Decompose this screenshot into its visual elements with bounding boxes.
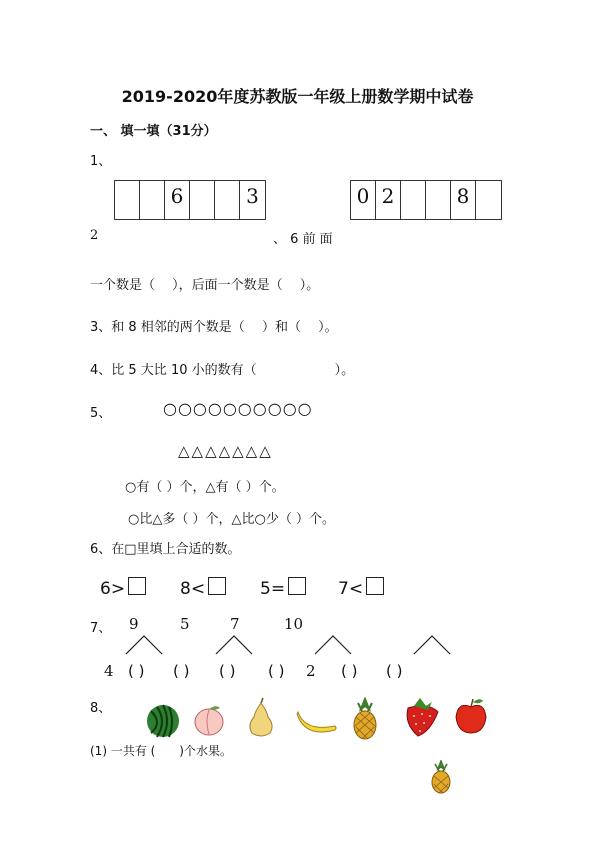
pear-icon [245,697,277,739]
q4-text: 4、比 5 大比 10 小的数有（ ）。 [90,363,355,378]
q2-end: 、 6 前 面 [273,232,333,247]
q7-bottom[interactable]: ( ) [386,662,403,680]
q8-label: 8、 [90,701,112,716]
q7-bottom[interactable]: ( ) [341,662,358,680]
section-heading: 一、 填一填（31分） [90,124,217,139]
q7-top-number: 9 [129,615,139,633]
box-cell[interactable]: 6 [165,181,190,219]
q7-bottom: 4 [104,662,114,680]
q7-top-number: 7 [230,615,240,633]
peach-icon [192,703,226,737]
q2-line: 一个数是（ ），后面一个数是（ ）。 [90,278,320,293]
q1-label: 1、 [90,154,112,169]
q7-bottom: 2 [306,662,316,680]
triangle-shapes: △△△△△△△ [178,442,273,460]
q6-item-text: 5= [260,579,286,599]
q7-top-number: 5 [180,615,190,633]
split-line [126,636,162,654]
banana-icon [295,706,339,736]
q6-item-text: 6> [100,579,126,599]
split-line [315,636,351,654]
q8-sub-1: (1) 一共有 ( )个水果。 [90,744,232,758]
watermelon-icon [145,703,181,739]
split-line [216,636,252,654]
circle-shapes: ○○○○○○○○○○ [163,399,313,418]
page-title: 2019-2020年度苏教版一年级上册数学期中试卷 [121,87,474,106]
pineapple-icon [350,697,380,741]
box-cell[interactable]: 8 [451,181,476,219]
q5-line-1: ○有（ ）个，△有（ ）个。 [125,480,285,495]
q3-text: 3、和 8 相邻的两个数是（ ）和（ ）。 [90,320,338,335]
box-cell[interactable]: 2 [376,181,401,219]
q5-label: 5、 [90,406,112,421]
pineapple-icon [429,760,453,794]
box-cell[interactable]: 3 [246,184,259,208]
q7-top-number: 10 [284,615,304,633]
box-cell[interactable]: 0 [351,181,376,219]
q7-bottom[interactable]: ( ) [128,662,145,680]
apple-icon [452,697,490,737]
split-line [414,636,450,654]
q7-label: 7、 [90,621,112,636]
q6-item-text: 8< [180,579,206,599]
q7-bottom[interactable]: ( ) [219,662,236,680]
q5-line-2: ○比△多（ ）个，△比○少（ ）个。 [128,512,335,527]
q6-item-text: 7< [338,579,364,599]
q2-start: 2 [90,228,99,243]
strawberry-icon [400,696,442,740]
q6-label: 6、在□里填上合适的数。 [90,542,241,557]
q7-bottom[interactable]: ( ) [173,662,190,680]
q7-bottom[interactable]: ( ) [268,662,285,680]
